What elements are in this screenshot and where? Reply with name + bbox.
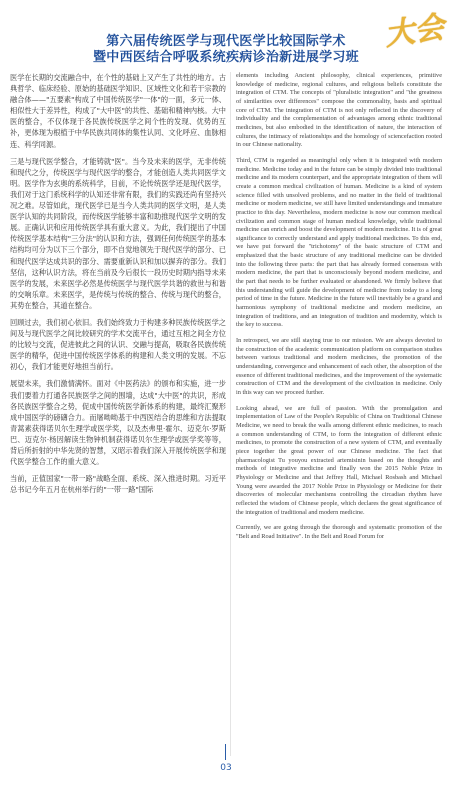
en-paragraph-1: elements including Ancient philosophy, clinical experiences, primitive knowledge of medicine, regional cultures, and religious beliefs constitute the integration of CTM. The concepts of "pluralistic integration" and "the greatness of similarities over differences" compose the commonality, basis and spiritual core of CTM. The integration of CTM is not only reflected in the discovery of individuality and the complementation of advantages among ethnic traditional medicines, but also embodied in the identification of nature, the interaction of cultures, the intimacy of relationships and the homology of sciencefaction rooted in our Chinese nationality.	[236, 72, 442, 149]
brush-calligraphy-logo: 大会	[382, 9, 447, 53]
english-column	[236, 72, 442, 548]
article-body	[10, 72, 442, 756]
en-paragraph-3: In retrospect, we are still staying true to our mission. We are always devoted to the construction of the academic communication platform on comparison studies between various traditional and modern medicines, the promotion of the understanding, convergence and enhancement of each other, the absorption of the essence of different traditional medicines, and the improvement of the systematic construction of CTM and the development of the civilization in medicine. Only in this way can we proceed further.	[236, 337, 442, 396]
zh-paragraph-2: 三是与现代医学整合，才能铸就"医"。当今及未来的医学，无非传统和现代之分，传统医学与现代医学的整合，才能创造人类共同医学文明。医学作为玄奥的系统科学，目前，不论传统医学还是现代医学，我们对于这门系统科学的认知还非常有限，我们的实践还尚有坚持兴况之难。尽管如此，现代医学已是当今人类共同的医学文明，是人类医学认知的共同阶段，而传统医学能够丰富和助推现代医学文明的发展。正确认识和应用传统医学具有重大意义。为此，我们提出了中国传统医学基本结构"三分法"的认识和方法，强调任何传统医学的基本结构均可分为以下三个部分，即不自觉地领先于现代医学的部分、已和现代医学达成共识的部分、需要重新认识和加以摒弃的部分。我们坚信，这种认识方法，将在当前及今后很长一段历史时期内指导未来医学的发展，未来医学必然是传统医学与现代医学共谐的救世与和谐的交响乐章。未来医学，是传统与传统的整合、传统与现代的整合，其势在整合，其道在整合。	[10, 156, 226, 310]
en-paragraph-4: Looking ahead, we are full of passion. With the promulgation and implementation of Law of the People's Republic of China on Traditional Chinese Medicine, we need to break the walls among different ethnic medicines, to reach a common understanding of CTM, to form the integration of different ethnic medicines, to promote the construction of a new system of CTM, and eventually piece together the great power of our Chinese medicine. The fact that pharmacologist Tu youyou extracted artemisinin based on the thoughts and methods of integrative medicine and finally won the 2015 Noble Prize in Physiology or Medicine and that Jeffrey Hall, Michael Rosbash and Michael Young were awarded the 2017 Noble Prize in Physiology or Medicine for their discoveries of molecular mechanisms controlling the circadian rhythm have reflected the wisdom of Chinese people, which declares the great significance of the integration of traditional and modern medicine.	[236, 404, 442, 516]
zh-paragraph-5: 当前，正值国家"一带一路"战略全面、系统、深入推进时期。习近平总书记今年五月在杭州举行的"一带一路"国际	[10, 474, 226, 495]
column-divider	[230, 72, 231, 756]
conference-title-line-1: 第六届传统医学与现代医学比较国际学术	[106, 34, 346, 49]
page-number: 03	[220, 763, 232, 773]
zh-paragraph-4: 展望未来，我们激情满怀。面对《中医药法》的颁布和实施，进一步我们要着力打通各民族医学之间的围墙，达成"大中医"的共识，形成各民族医学整合之势，促成中国传统医学新体系的构建，最终汇聚形成中国医学的磅礴合力。而屠呦呦基于中西医结合的思维和方法提取青蒿素获得诺贝尔生理学或医学奖，以及杰弗里·霍尔、迈克尔·罗斯巴、迈克尔·杨因解读生物钟机制获得诺贝尔生理学或医学奖等等，背后所折射的中华先贤的智慧，又昭示着我们深入开展传统医学和现代医学整合工作的重大意义。	[10, 379, 226, 467]
page-number-rule	[225, 744, 226, 760]
chinese-column	[10, 72, 226, 501]
conference-title-line-2: 暨中西医结合呼吸系统疾病诊治新进展学习班	[92, 50, 359, 65]
en-paragraph-2: Third, CTM is regarded as meaningful only when it is integrated with modern medicine. Medicine today and in the future can be simply divided into traditional medicine and its modern counterpart, and the appropriate integration of them will create a common medical civilization of human. Medicine is a kind of system science filled with unsolved problems, and no matter in the field of traditional medicine or modern medicine, we still have limited understandings and immature practice to this day. Nevertheless, modern medicine is now our common medical civilization and common stage of human medical knowledge, while traditional medicine can enrich and boost the development of modern medicine. It is of great significance to correctly understand and apply traditional medicines. To this end, we have put forward the "trichotomy" of the basic structure of CTM and emphasized that the basic structure of any traditional medicine can be divided into the following three parts: the part that has already formed consensus with modern medicine, the part that is unconsciously beyond modern medicine, and the part that needs to be further evaluated or abandoned. We firmly believe that this understanding will guide the development of medicine from today to a long period of time in the future. Medicine in the future will inevitably be a grand and harmonious symphony of traditional medicine and modern medicine, an integration of traditions, and an integration of tradition and modernity, which is the key to success.	[236, 156, 442, 329]
zh-paragraph-1: 医学在长期的交流融合中，在个性的基础上又产生了共性的地方。古典哲学、临床经验、原始的基础医学知识、区域性文化和若干宗教的融合体——"五要素"构成了中国传统医学"一体"的一面，多元一体、相似性大于差异性，构成了"大中医"的共性、基础和精神内核。大中医的整合，不仅体现于各民族传统医学之间个性的发现、优势的互补，更体现为根植于中华民族共同体的集性认同、文化呼应、血脉相连、科学同源。	[10, 73, 226, 149]
page-header	[0, 0, 452, 65]
en-paragraph-5: Currently, we are going through the thorough and systematic promotion of the "Belt and Road Initiative". In the Belt and Road Forum for	[236, 524, 442, 540]
zh-paragraph-3: 回顾过去，我们初心依旧。我们始终致力于构建多种民族传统医学之间及与现代医学之间比较研究的学术交流平台，通过互相之间全方位的比较与交流，促进彼此之间的认识、交融与提高，吸取各民族传统医学的精华，促进中国传统医学体系的构建和人类文明的发展。不忘初心，我们才能更好地担当前行。	[10, 317, 226, 372]
